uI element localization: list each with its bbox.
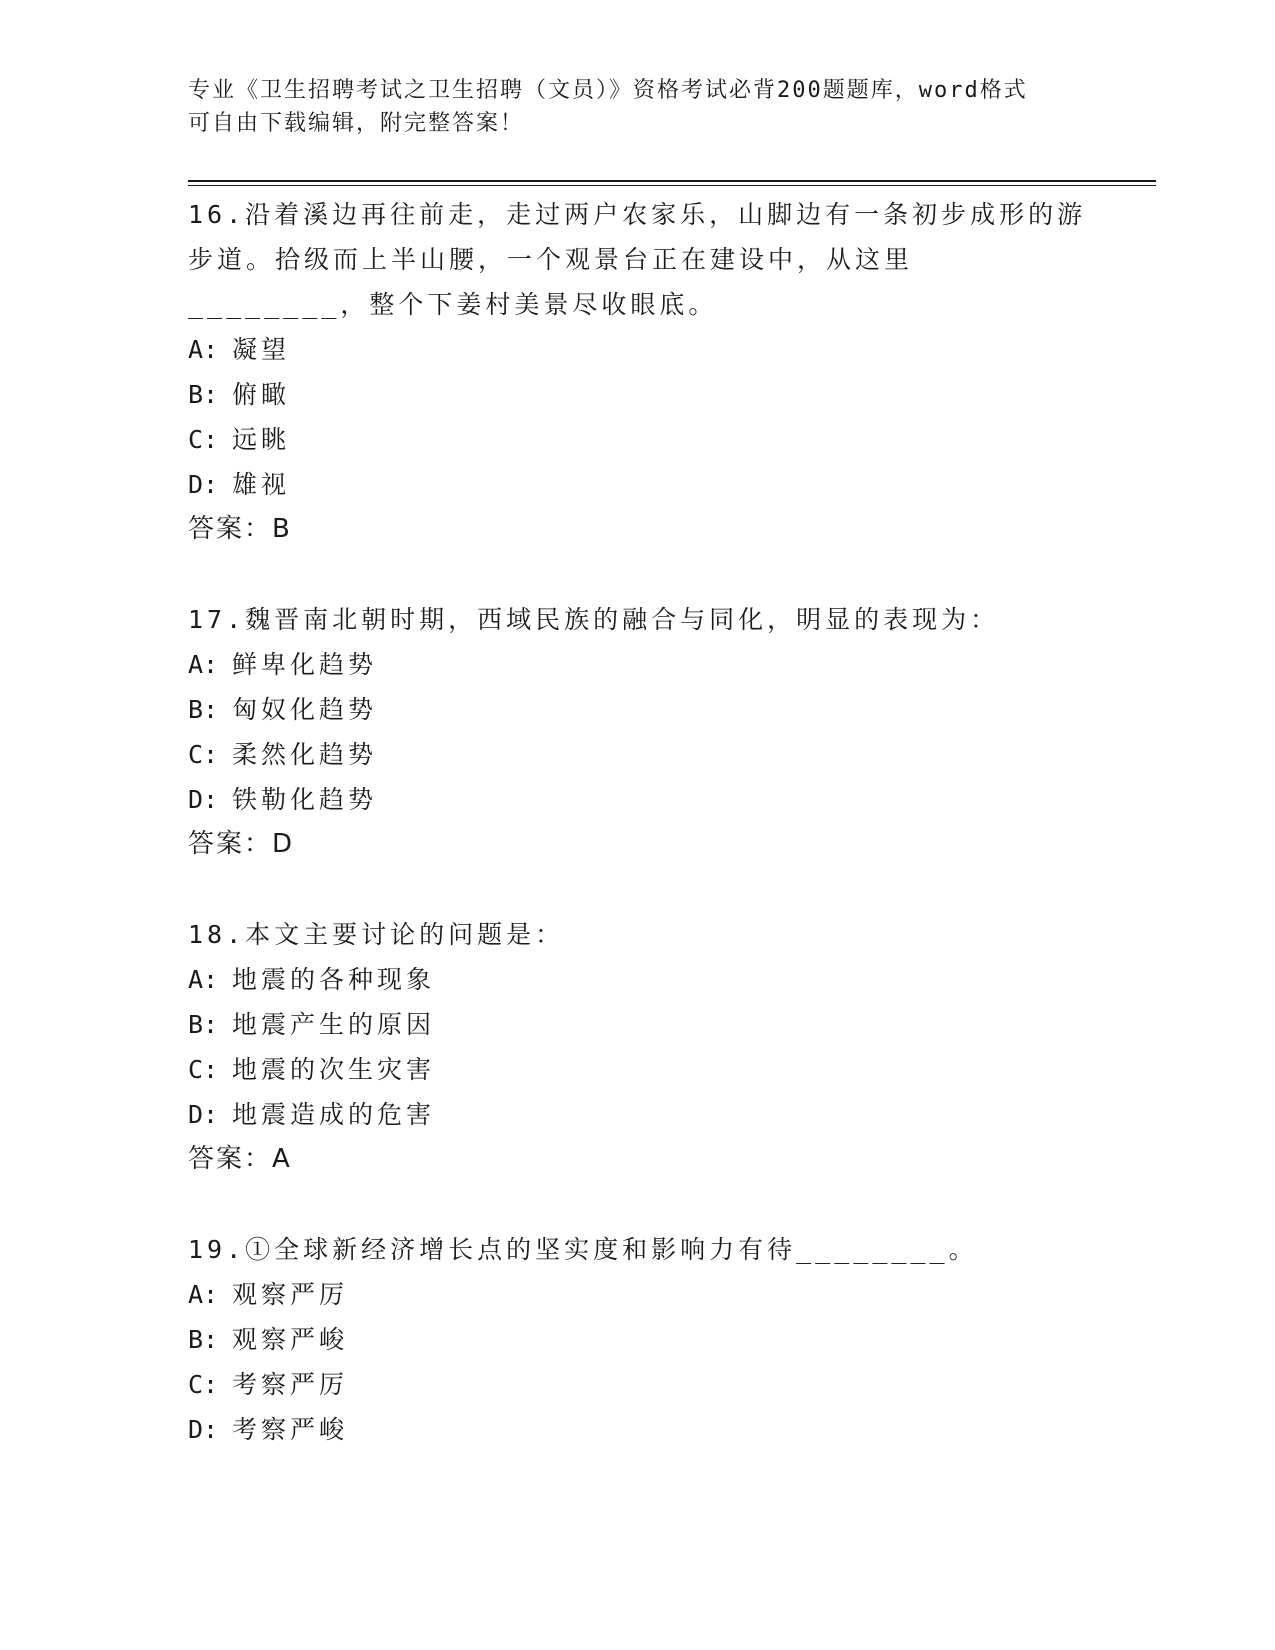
option-text: 雄视	[232, 470, 291, 499]
option-letter: B:	[188, 1010, 219, 1039]
option-c	[188, 1047, 1088, 1092]
option-c	[188, 732, 1088, 777]
option-letter: C:	[188, 1055, 219, 1084]
option-letter: C:	[188, 740, 219, 769]
option-text: 考察严峻	[232, 1415, 349, 1444]
option-b	[188, 1317, 1088, 1362]
option-text: 地震产生的原因	[232, 1010, 436, 1039]
option-text: 鲜卑化趋势	[232, 650, 378, 679]
option-text: 地震造成的危害	[232, 1100, 436, 1129]
option-b	[188, 372, 1088, 417]
option-text: 远眺	[232, 425, 291, 454]
answer-line: 答案：D	[188, 829, 295, 859]
option-c	[188, 417, 1088, 462]
answer-line: 答案：A	[188, 1144, 292, 1174]
option-letter: A:	[188, 650, 219, 679]
option-text: 柔然化趋势	[232, 740, 378, 769]
question-19	[188, 1227, 1088, 1452]
question-list	[188, 192, 1088, 1497]
option-text: 铁勒化趋势	[232, 785, 378, 814]
option-letter: B:	[188, 695, 219, 724]
header-title-line: 专业《卫生招聘考试之卫生招聘（文员）》资格考试必背200题题库，word格式	[188, 78, 1028, 103]
option-letter: B:	[188, 380, 219, 409]
option-text: 观察严峻	[232, 1325, 349, 1354]
option-d	[188, 777, 1088, 822]
option-letter: A:	[188, 335, 219, 364]
option-letter: D:	[188, 470, 219, 499]
option-letter: A:	[188, 965, 219, 994]
option-text: 地震的次生灾害	[232, 1055, 436, 1084]
option-text: 地震的各种现象	[232, 965, 436, 994]
question-text: 19.①全球新经济增长点的坚实度和影响力有待________。	[188, 1235, 978, 1264]
option-letter: B:	[188, 1325, 219, 1354]
option-text: 凝望	[232, 335, 291, 364]
option-c	[188, 1362, 1088, 1407]
option-letter: D:	[188, 1415, 219, 1444]
question-16	[188, 192, 1088, 552]
option-letter: D:	[188, 1100, 219, 1129]
option-letter: D:	[188, 785, 219, 814]
option-a	[188, 642, 1088, 687]
option-letter: C:	[188, 1370, 219, 1399]
question-18	[188, 912, 1088, 1182]
header-subtitle-line: 可自由下载编辑，附完整答案！	[188, 111, 525, 136]
question-text: 17.魏晋南北朝时期，西域民族的融合与同化，明显的表现为：	[188, 605, 1000, 634]
option-a	[188, 1272, 1088, 1317]
option-text: 观察严厉	[232, 1280, 349, 1309]
option-b	[188, 1002, 1088, 1047]
document-header	[188, 74, 1088, 140]
option-text: 考察严厉	[232, 1370, 349, 1399]
option-text: 匈奴化趋势	[232, 695, 378, 724]
option-b	[188, 687, 1088, 732]
option-d	[188, 462, 1088, 507]
answer-line: 答案：B	[188, 514, 292, 544]
option-a	[188, 327, 1088, 372]
question-17	[188, 597, 1088, 867]
header-divider-thick	[188, 180, 1156, 182]
option-letter: A:	[188, 1280, 219, 1309]
option-text: 俯瞰	[232, 380, 291, 409]
question-text: 16.沿着溪边再往前走，走过两户农家乐，山脚边有一条初步成形的游步道。拾级而上半山腰，一个观景台正在建设中，从这里________，整个下姜村美景尽收眼底。	[188, 200, 1087, 319]
option-d	[188, 1092, 1088, 1137]
option-a	[188, 957, 1088, 1002]
option-d	[188, 1407, 1088, 1452]
option-letter: C:	[188, 425, 219, 454]
header-divider-thin	[188, 185, 1156, 186]
question-text: 18.本文主要讨论的问题是：	[188, 920, 565, 949]
